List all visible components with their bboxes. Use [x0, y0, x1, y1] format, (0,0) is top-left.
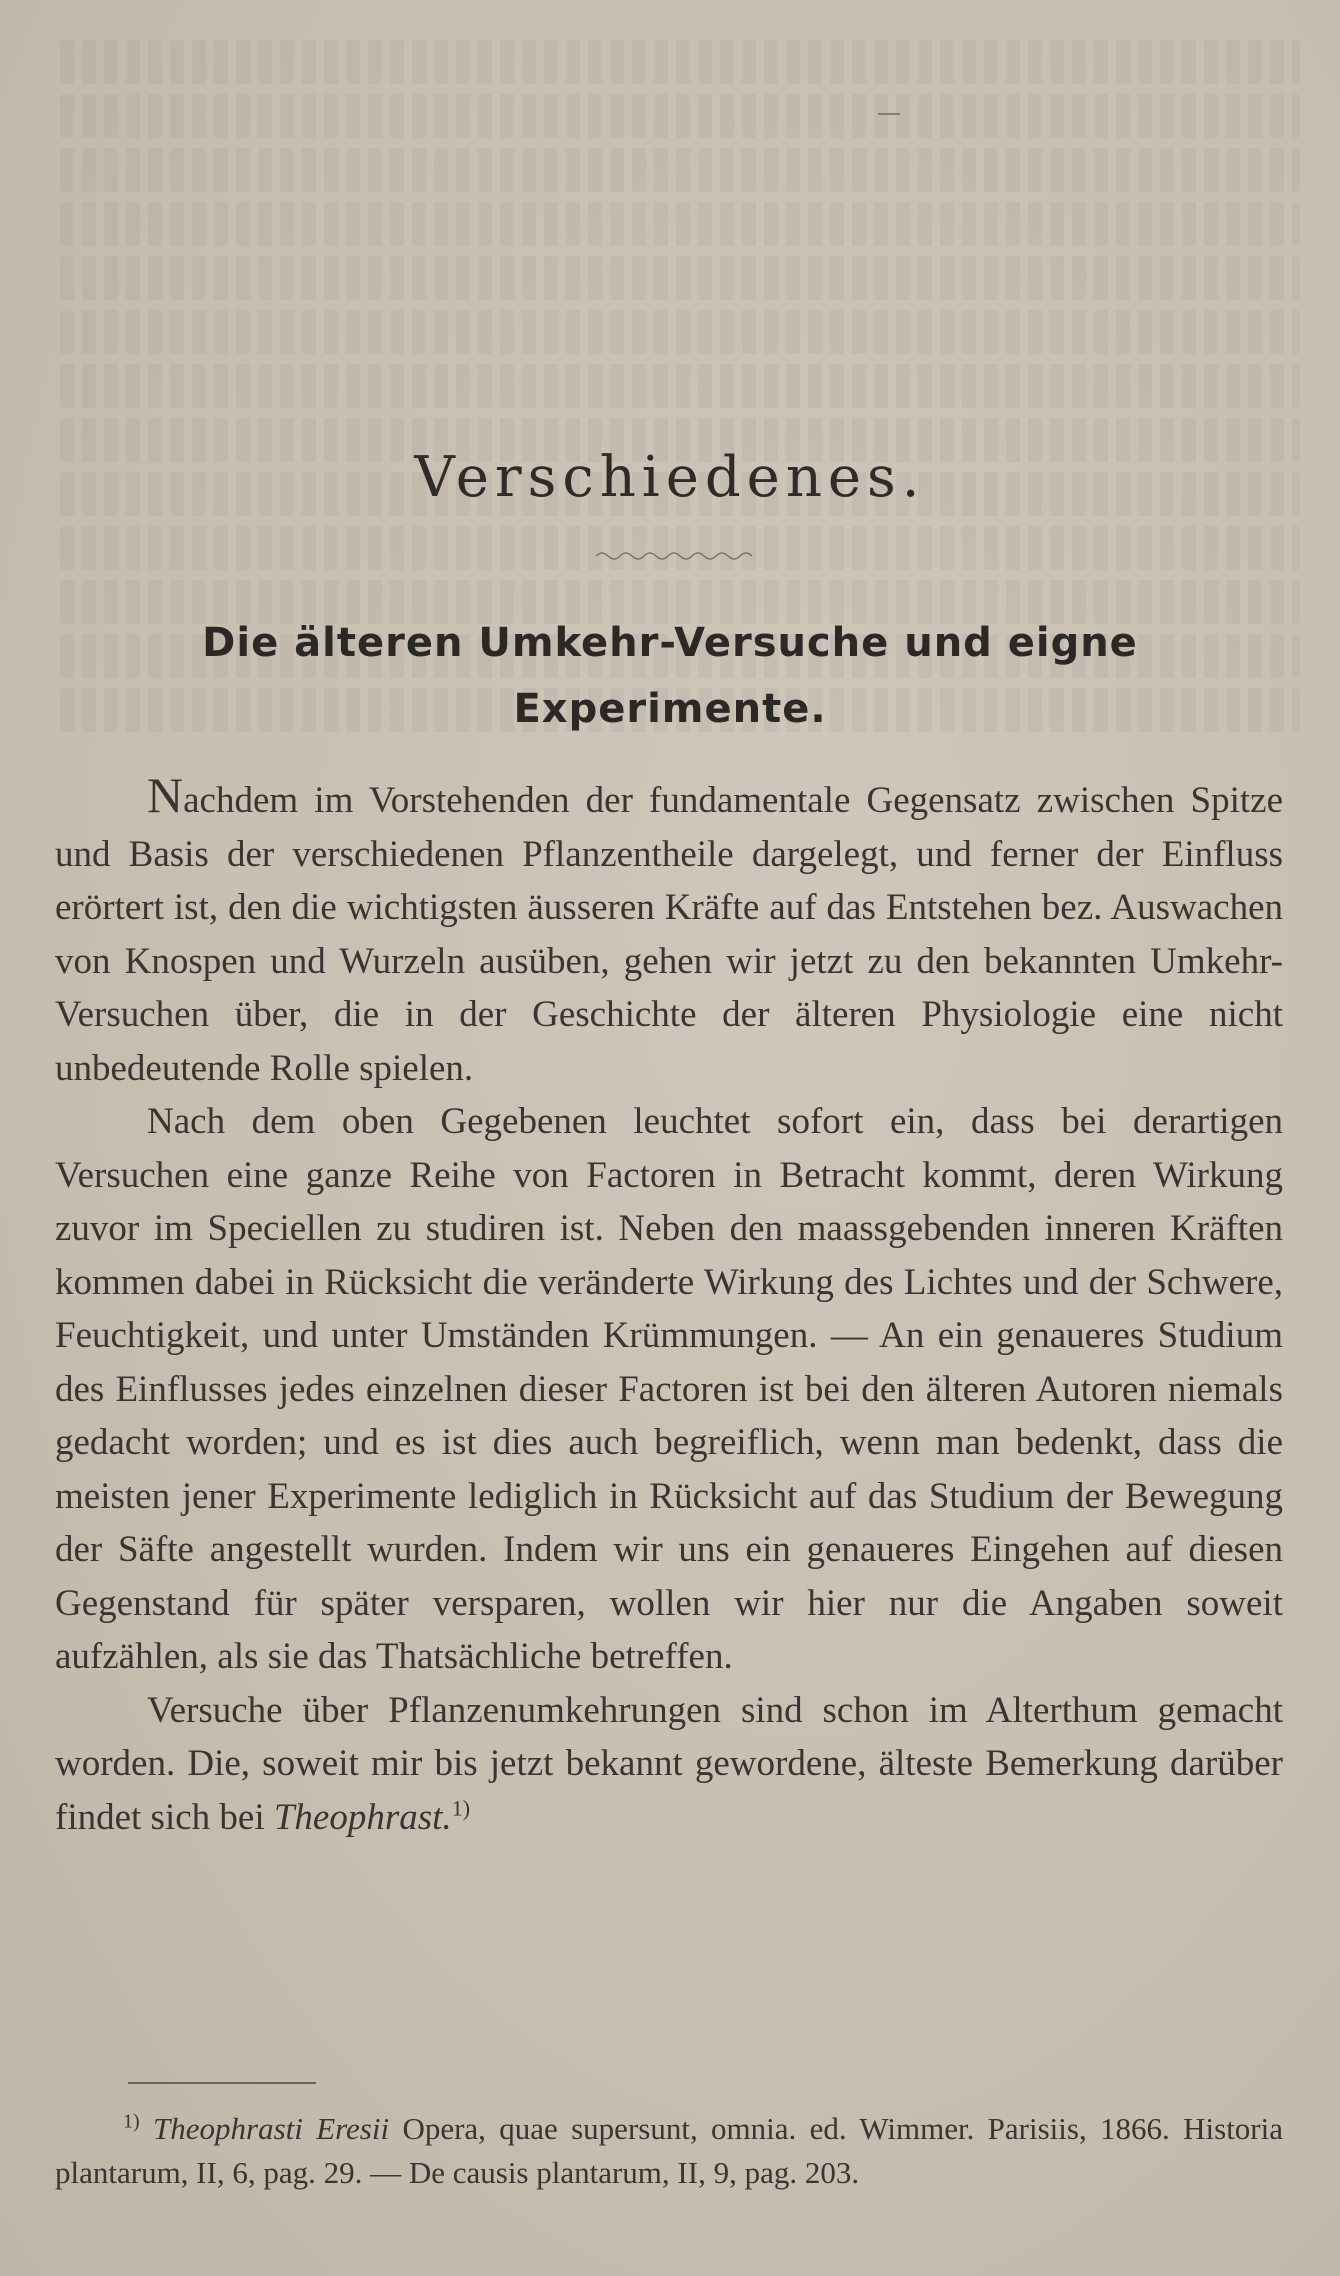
paragraph-1 [55, 767, 1283, 1095]
section-heading: Die älteren Umkehr-Versuche und eigne Experimente. [202, 620, 1138, 732]
footnote-author: Theophrasti Eresii [153, 2111, 390, 2146]
footnote-body: Opera, quae supersunt, omnia. ed. Wimmer. Parisiis, 1866. Historia plantarum, II, 6, pag. 29. — De causis plantarum, II, 9, pag. 203. [55, 2111, 1284, 2190]
header-dash [878, 113, 900, 115]
footnote-reference[interactable]: 1) [451, 1795, 471, 1821]
drop-cap: N [147, 767, 184, 823]
paragraph-3-text: Versuche über Pflanzenumkehrungen sind schon im Alterthum gemacht worden. Die, soweit mir bis jetzt bekannt gewordene, älteste Bemerkung darüber findet sich bei [55, 1689, 1283, 1838]
ornament-divider [594, 548, 754, 564]
footnote [55, 2107, 1283, 2195]
body-text [55, 767, 1283, 1844]
page-title: Verschiedenes. [414, 445, 926, 510]
footnote-marker: 1) [123, 2110, 140, 2133]
paragraph-3 [55, 1684, 1283, 1845]
paragraph-2: Nach dem oben Gegebenen leuchtet sofort ein, dass bei derartigen Versuchen eine ganze Reihe von Factoren in Betracht kommt, deren Wirkung zuvor im Speciellen zu studiren ist. Neben den maassgebenden inneren Kräften kommen dabei in Rücksicht die veränderte Wirkung des Lichtes und der Schwere, Feuchtigkeit, und unter Umständen Krümmungen. — An ein genaueres Studium des Einflusses jedes einzelnen dieser Factoren ist bei den älteren Autoren niemals gedacht worden; und es ist dies auch begreiflich, wenn man bedenkt, dass die meisten jener Experimente lediglich in Rücksicht auf das Studium der Bewegung der Säfte angestellt wurden. Indem wir uns ein genaueres Eingehen auf diesen Gegenstand für später versparen, wollen wir hier nur die Angaben soweit aufzählen, als sie das Thatsächliche betreffen. [55, 1101, 1283, 1677]
author-name: Theophrast. [273, 1796, 452, 1838]
paragraph-1-text: achdem im Vorstehenden der fundamentale Gegensatz zwischen Spitze und Basis der verschiedenen Pflanzentheile dargelegt, und ferner der Einfluss erörtert ist, den die wichtigsten äusseren Kräfte auf das Entstehen bez. Auswachen von Knospen und Wurzeln ausüben, gehen wir jetzt zu den bekannten Umkehr-Versuchen über, die in der Geschichte der älteren Physiologie eine nicht unbedeutende Rolle spielen. [55, 780, 1283, 1089]
footnote-rule [128, 2082, 316, 2084]
footnote-text [55, 2107, 1283, 2195]
